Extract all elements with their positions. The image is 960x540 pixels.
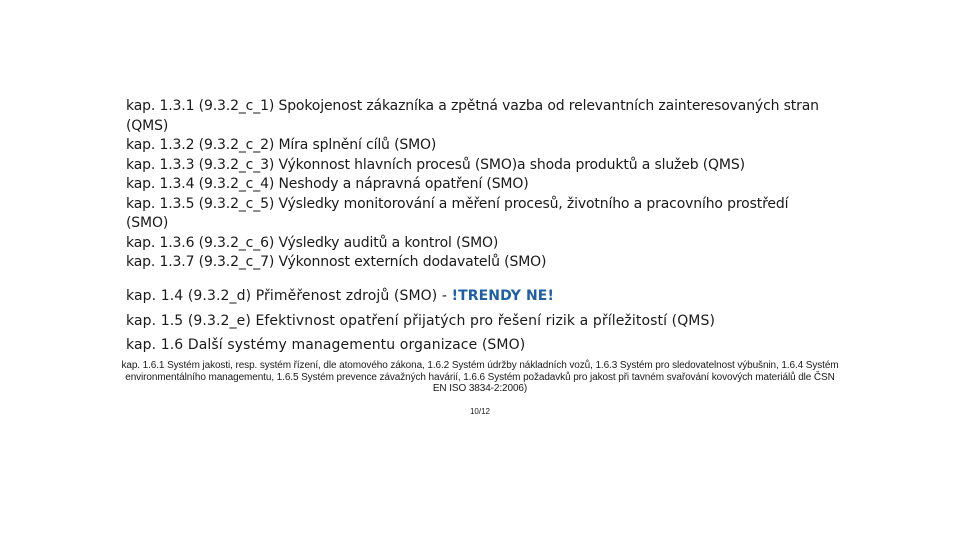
- chapter-title: Výsledky auditů a kontrol (SMO): [278, 234, 499, 251]
- list-item: [126, 195, 826, 234]
- chapter-ref: kap. 1.3.2 (9.3.2_c_2): [126, 137, 279, 153]
- trendy-highlight: !TRENDY NE!: [451, 288, 554, 304]
- chapter-ref: kap. 1.3.3 (9.3.2_c_3): [126, 156, 279, 173]
- list-item: [126, 97, 826, 136]
- list-item: kap. 1.6 Další systémy managementu organizace (SMO): [126, 337, 526, 353]
- list-item: [126, 136, 826, 156]
- chapter-list-1-3: [126, 97, 826, 273]
- chapter-ref: kap. 1.3.6 (9.3.2_c_6): [126, 234, 279, 251]
- subsystems-note: kap. 1.6.1 Systém jakosti, resp. systém řízení, dle atomového zákona, 1.6.2 Systém údržby nákladních vozů, 1.6.3 Systém pro sledovatelnost výbušnin, 1.6.4 Systém environmentálního managementu, 1.6.5 Systém prevence závažných havárií, 1.6.6 Systém požadavků pro jakost při tavném svařování kovových materiálů dle ČSN EN ISO 3834-2:2006): [121, 360, 839, 394]
- chapter-title: Neshody a nápravná opatření (SMO): [278, 176, 529, 192]
- list-item: [126, 175, 826, 195]
- chapter-text: kap. 1.4 (9.3.2_d) Přiměřenost zdrojů (SMO) -: [126, 288, 452, 304]
- list-item: kap. 1.5 (9.3.2_e) Efektivnost opatření přijatých pro řešení rizik a příležitostí (QMS): [126, 312, 716, 329]
- chapter-title: Spokojenost zákazníka a zpětná vazba od relevantních zainteresovaných stran (QMS): [126, 98, 819, 134]
- chapter-title: Míra splnění cílů (SMO): [278, 137, 437, 153]
- list-item: [126, 253, 826, 273]
- chapter-ref: kap. 1.3.1 (9.3.2_c_1): [126, 98, 279, 114]
- chapter-title: Výkonnost hlavních procesů (SMO)a shoda produktů a služeb (QMS): [278, 156, 745, 173]
- list-item: [126, 156, 826, 176]
- chapter-ref: kap. 1.3.5 (9.3.2_c_5): [126, 195, 279, 212]
- list-item: [126, 284, 846, 309]
- chapter-title: Výsledky monitorování a měření procesů, životního a pracovního prostředí (SMO): [126, 195, 789, 231]
- page-number: 10/12: [469, 407, 491, 416]
- list-item: [126, 234, 826, 254]
- chapter-ref: kap. 1.3.4 (9.3.2_c_4): [126, 176, 279, 192]
- chapter-ref: kap. 1.3.7 (9.3.2_c_7): [126, 254, 279, 270]
- chapter-title: Výkonnost externích dodavatelů (SMO): [278, 254, 547, 270]
- chapter-list-1-4-to-1-6: [126, 284, 846, 358]
